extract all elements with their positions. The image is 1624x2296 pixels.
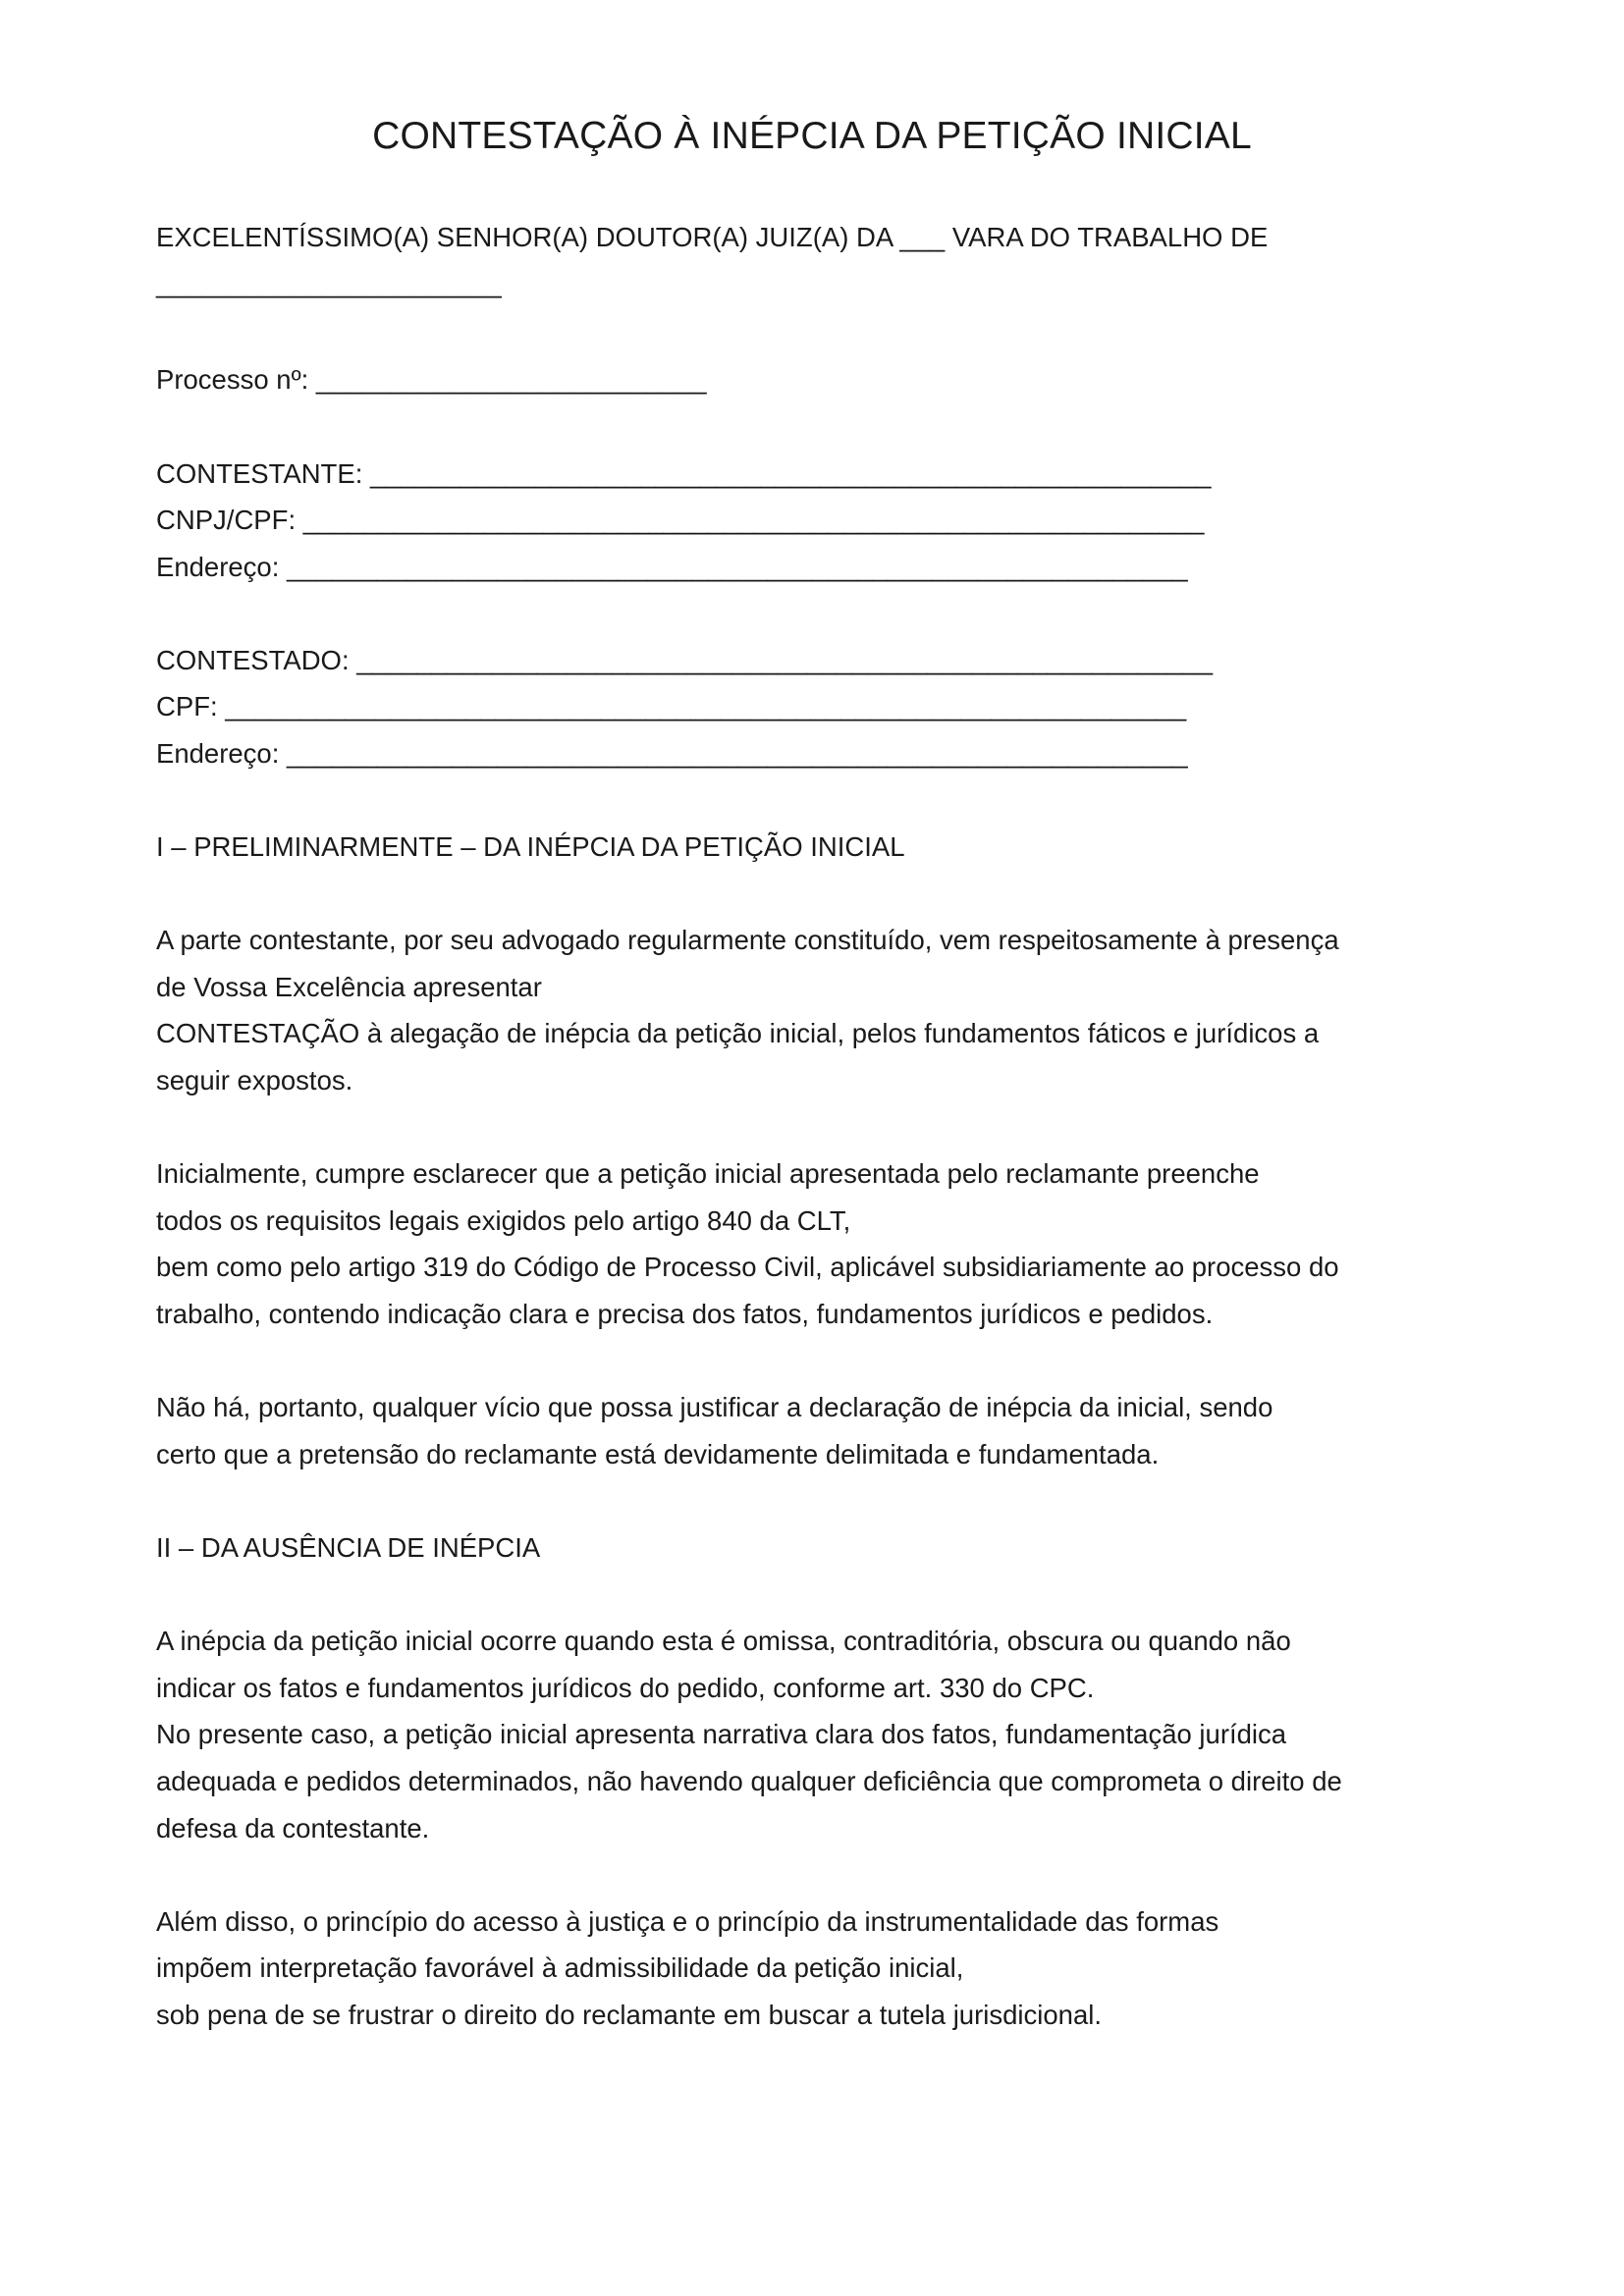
contestante-address: Endereço: ____________________________________________________________ bbox=[156, 552, 1188, 582]
document-title: CONTESTAÇÃO À INÉPCIA DA PETIÇÃO INICIAL bbox=[372, 115, 1252, 157]
section-1-paragraph-1-line: CONTESTAÇÃO à alegação de inépcia da petição inicial, pelos fundamentos fáticos e jurídicos a bbox=[156, 1018, 1320, 1048]
section-1-paragraph-2-line: trabalho, contendo indicação clara e precisa dos fatos, fundamentos jurídicos e pedidos. bbox=[156, 1299, 1214, 1329]
section-2-heading: II – DA AUSÊNCIA DE INÉPCIA bbox=[156, 1532, 541, 1563]
contestado-name: CONTESTADO: _________________________________________________________ bbox=[156, 645, 1213, 675]
section-1-paragraph-2-line: todos os requisitos legais exigidos pelo artigo 840 da CLT, bbox=[156, 1205, 851, 1236]
section-2-paragraph-1-line: adequada e pedidos determinados, não havendo qualquer deficiência que comprometa o direito de bbox=[156, 1766, 1342, 1796]
section-1-paragraph-1-line: A parte contestante, por seu advogado regularmente constituído, vem respeitosamente à presença bbox=[156, 925, 1339, 955]
section-2-paragraph-1-line: No presente caso, a petição inicial apresenta narrativa clara dos fatos, fundamentação jurídica bbox=[156, 1719, 1287, 1749]
section-2-paragraph-1-line: A inépcia da petição inicial ocorre quando esta é omissa, contraditória, obscura ou quando não bbox=[156, 1626, 1291, 1656]
process-number: Processo nº: __________________________ bbox=[156, 364, 707, 395]
section-1-paragraph-3-line: certo que a pretensão do reclamante está devidamente delimitada e fundamentada. bbox=[156, 1439, 1160, 1469]
contestado-address: Endereço: ____________________________________________________________ bbox=[156, 738, 1188, 769]
section-1-paragraph-1-line: de Vossa Excelência apresentar bbox=[156, 972, 542, 1002]
section-1-paragraph-2-line: bem como pelo artigo 319 do Código de Processo Civil, aplicável subsidiariamente ao processo do bbox=[156, 1252, 1339, 1282]
addressee-line-1: EXCELENTÍSSIMO(A) SENHOR(A) DOUTOR(A) JUIZ(A) DA ___ VARA DO TRABALHO DE bbox=[156, 222, 1269, 252]
section-2-paragraph-1-line: indicar os fatos e fundamentos jurídicos do pedido, conforme art. 330 do CPC. bbox=[156, 1673, 1095, 1703]
contestante-name: CONTESTANTE: ________________________________________________________ bbox=[156, 458, 1212, 489]
section-2-paragraph-2-line: Além disso, o princípio do acesso à justiça e o princípio da instrumentalidade das formas bbox=[156, 1906, 1219, 1937]
section-1-paragraph-1-line: seguir expostos. bbox=[156, 1065, 353, 1095]
section-1-heading: I – PRELIMINARMENTE – DA INÉPCIA DA PETIÇÃO INICIAL bbox=[156, 831, 905, 862]
section-1-paragraph-3-line: Não há, portanto, qualquer vício que possa justificar a declaração de inépcia da inicial, sendo bbox=[156, 1392, 1273, 1422]
contestado-id: CPF: ________________________________________________________________ bbox=[156, 691, 1187, 721]
section-2-paragraph-1-line: defesa da contestante. bbox=[156, 1813, 430, 1843]
section-2-paragraph-2-line: sob pena de se frustrar o direito do reclamante em buscar a tutela jurisdicional. bbox=[156, 2000, 1103, 2030]
contestante-id: CNPJ/CPF: ____________________________________________________________ bbox=[156, 505, 1205, 535]
addressee-line-2: _______________________ bbox=[156, 268, 502, 298]
section-2-paragraph-2-line: impõem interpretação favorável à admissibilidade da petição inicial, bbox=[156, 1952, 964, 1983]
section-1-paragraph-2-line: Inicialmente, cumpre esclarecer que a petição inicial apresentada pelo reclamante preenche bbox=[156, 1158, 1260, 1189]
